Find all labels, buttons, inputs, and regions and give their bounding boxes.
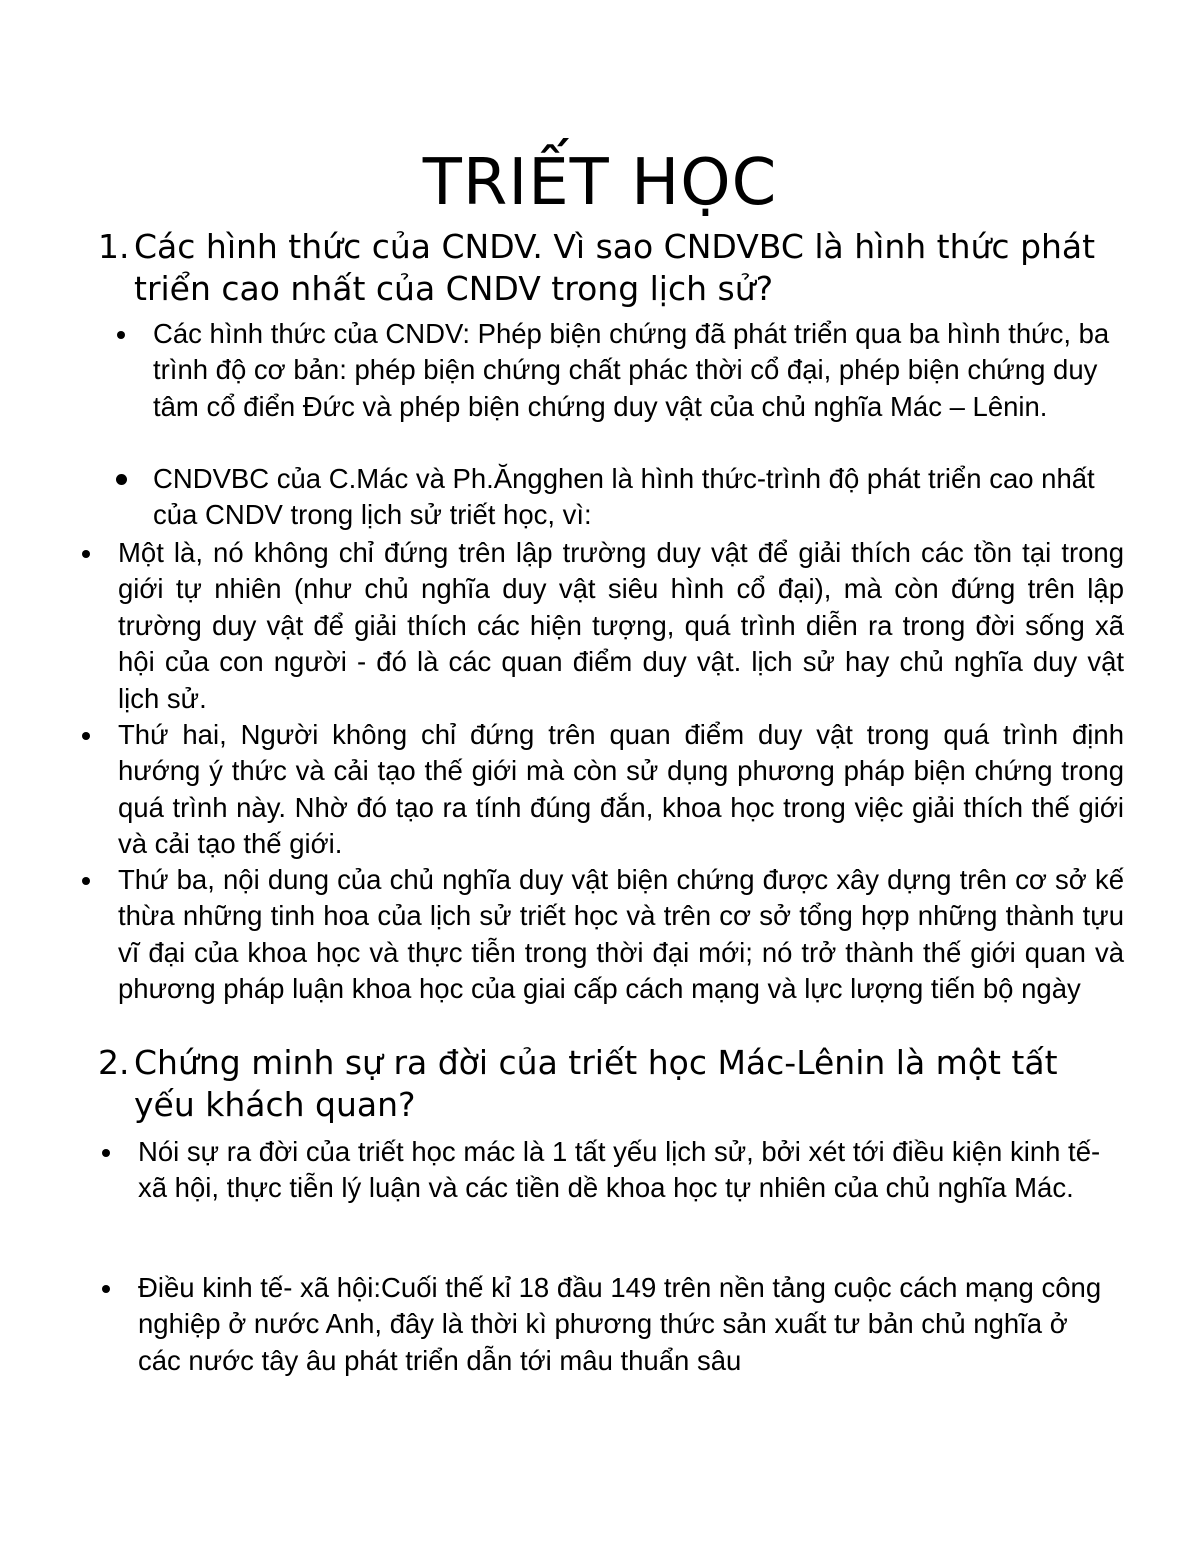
list-item: Các hình thức của CNDV: Phép biện chứng đã phát triển qua ba hình thức, ba trình độ cơ bản: phép biện chứng chất phác thời cổ đại, phép biện chứng duy tâm cổ điển Đức và phép biện chứng duy vật của chủ nghĩa Mác – Lênin. [153,316,1133,425]
list-item: CNDVBC của C.Mác và Ph.Ăngghen là hình thức-trình độ phát triển cao nhất của CNDV trong lịch sử triết học, vì: [153,461,1133,534]
list-item: Thứ hai, Người không chỉ đứng trên quan điểm duy vật trong quá trình định hướng ý thức và cải tạo thế giới mà còn sử dụng phương pháp biện chứng trong quá trình này. Nhờ đó tạo ra tính đúng đắn, khoa học trong việc giải thích thế giới và cải tạo thế giới. [118,717,1124,863]
document-title: TRIẾT HỌC [422,146,778,220]
section-2-number: 2. [98,1043,130,1082]
section-1-heading-text: Các hình thức của CNDV. Vì sao CNDVBC là hình thức phát triển cao nhất của CNDV trong lịch sử? [134,227,1096,308]
list-item: Một là, nó không chỉ đứng trên lập trường duy vật để giải thích các tồn tại trong giới tự nhiên (như chủ nghĩa duy vật siêu hình cổ đại), mà còn đứng trên lập trường duy vật để giải thích các hiện tượng, quá trình diễn ra trong đời sống xã hội của con người - đó là các quan điểm duy vật. lịch sử hay chủ nghĩa duy vật lịch sử. [118,535,1124,717]
section-1-number: 1. [98,227,130,266]
bullet-dot-icon [102,1285,110,1293]
section-1-heading [98,226,1138,310]
list-item: Thứ ba, nội dung của chủ nghĩa duy vật biện chứng được xây dựng trên cơ sở kế thừa những tinh hoa của lịch sử triết học và trên cơ sở tổng hợp những thành tựu vĩ đại của khoa học và thực tiễn trong thời đại mới; nó trở thành thế giới quan và phương pháp luận khoa học của giai cấp cách mạng và lực lượng tiến bộ ngày [118,862,1124,1008]
bullet-dot-icon [82,550,90,558]
list-item: Điều kinh tế- xã hội:Cuối thế kỉ 18 đầu 149 trên nền tảng cuộc cách mạng công nghiệp ở nước Anh, đây là thời kì phương thức sản xuất tư bản chủ nghĩa ở các nước tây âu phát triển dẫn tới mâu thuẩn sâu [138,1270,1108,1379]
bullet-dot-icon [117,331,125,339]
bullet-dot-icon [102,1149,110,1157]
bullet-dot-icon [82,732,90,740]
bullet-dot-icon [116,474,127,485]
section-2-heading [98,1042,1108,1126]
bullet-dot-icon [82,877,90,885]
list-item: Nói sự ra đời của triết học mác là 1 tất yếu lịch sử, bởi xét tới điều kiện kinh tế- xã hội, thực tiễn lý luận và các tiền dề khoa học tự nhiên của chủ nghĩa Mác. [138,1134,1108,1207]
section-2-heading-text: Chứng minh sự ra đời của triết học Mác-Lênin là một tất yếu khách quan? [134,1043,1058,1124]
